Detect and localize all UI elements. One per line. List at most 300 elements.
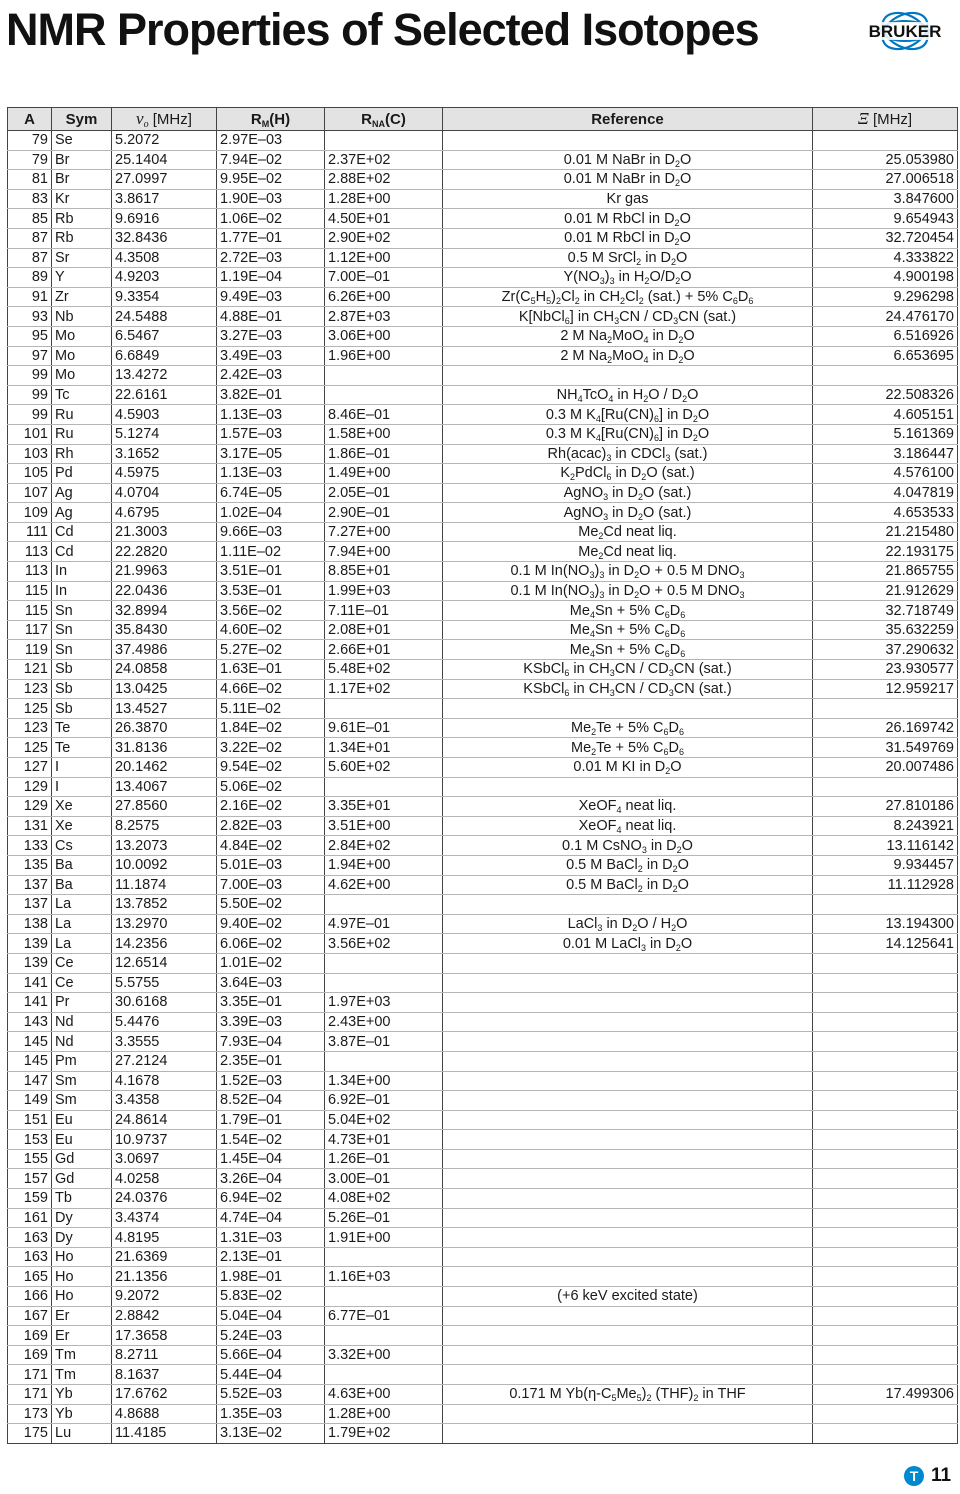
cell-receptivity-h: 5.24E–03	[217, 1326, 325, 1346]
cell-receptivity-c: 1.94E+00	[325, 855, 443, 875]
cell-reference: 0.01 M RbCl in $D_2O$	[443, 209, 813, 229]
cell-receptivity-h: 5.44E–04	[217, 1365, 325, 1385]
cell-symbol: Rb	[52, 209, 112, 229]
cell-receptivity-h: 1.06E–02	[217, 209, 325, 229]
cell-xi: 27.810186	[813, 797, 958, 817]
page-number: 11	[931, 1465, 952, 1486]
cell-receptivity-c: 2.87E+03	[325, 307, 443, 327]
cell-symbol: In	[52, 581, 112, 601]
cell-receptivity-h: 9.66E–03	[217, 522, 325, 542]
page-title: NMR Properties of Selected Isotopes	[6, 4, 759, 55]
table-row	[8, 1169, 958, 1189]
cell-frequency: 4.5903	[112, 405, 217, 425]
cell-xi: 13.194300	[813, 914, 958, 934]
cell-reference: LaCl$_3$ in $D_2O / H_2O$	[443, 914, 813, 934]
cell-mass-number: 141	[8, 973, 52, 993]
cell-xi: 20.007486	[813, 758, 958, 778]
cell-receptivity-h: 2.42E–03	[217, 366, 325, 386]
cell-mass-number: 95	[8, 326, 52, 346]
cell-receptivity-c: 4.73E+01	[325, 1130, 443, 1150]
cell-symbol: Rb	[52, 228, 112, 248]
cell-symbol: La	[52, 895, 112, 915]
cell-receptivity-h: 1.11E–02	[217, 542, 325, 562]
cell-frequency: 24.0858	[112, 660, 217, 680]
bruker-logo	[852, 6, 956, 56]
cell-reference: KSbCl$_6$ in $CH_3CN / CD_3CN$ (sat.)	[443, 679, 813, 699]
cell-reference: 0.171 M $Yb(\eta-C_5Me_5)_2$ $(THF)_2$ in THF	[443, 1385, 813, 1405]
cell-symbol: Er	[52, 1326, 112, 1346]
cell-mass-number: 87	[8, 228, 52, 248]
cell-receptivity-c: 7.11E–01	[325, 601, 443, 621]
cell-receptivity-h: 3.82E–01	[217, 385, 325, 405]
cell-symbol: Ho	[52, 1247, 112, 1267]
cell-receptivity-h: 2.13E–01	[217, 1247, 325, 1267]
cell-xi	[813, 131, 958, 151]
cell-symbol: Lu	[52, 1424, 112, 1444]
cell-reference: $Me_4Sn + 5\%$ $C_6D_6$	[443, 620, 813, 640]
cell-mass-number: 161	[8, 1208, 52, 1228]
cell-symbol: Ru	[52, 424, 112, 444]
cell-receptivity-c: 2.05E–01	[325, 483, 443, 503]
cell-receptivity-h: 1.01E–02	[217, 953, 325, 973]
cell-receptivity-c: 1.34E+00	[325, 1071, 443, 1091]
cell-mass-number: 163	[8, 1247, 52, 1267]
cell-xi	[813, 1247, 958, 1267]
table-row	[8, 287, 958, 307]
cell-receptivity-h: 7.00E–03	[217, 875, 325, 895]
cell-xi: 14.125641	[813, 934, 958, 954]
col-header-mass-number: A	[8, 108, 52, 131]
cell-receptivity-h: 1.19E–04	[217, 268, 325, 288]
cell-frequency: 3.3555	[112, 1032, 217, 1052]
cell-frequency: 8.1637	[112, 1365, 217, 1385]
cell-receptivity-h: 5.50E–02	[217, 895, 325, 915]
cell-symbol: Sn	[52, 620, 112, 640]
cell-mass-number: 157	[8, 1169, 52, 1189]
cell-receptivity-h: 1.02E–04	[217, 503, 325, 523]
cell-receptivity-c: 1.99E+03	[325, 581, 443, 601]
cell-reference: KSbCl$_6$ in $CH_3CN / CD_3CN$ (sat.)	[443, 660, 813, 680]
table-row	[8, 1365, 958, 1385]
cell-receptivity-h: 2.82E–03	[217, 816, 325, 836]
cell-frequency: 5.5755	[112, 973, 217, 993]
cell-symbol: Sn	[52, 640, 112, 660]
cell-frequency: 8.2711	[112, 1345, 217, 1365]
table-row	[8, 1051, 958, 1071]
cell-xi: 6.516926	[813, 326, 958, 346]
cell-reference	[443, 1326, 813, 1346]
cell-mass-number: 105	[8, 464, 52, 484]
cell-symbol: In	[52, 562, 112, 582]
cell-mass-number: 85	[8, 209, 52, 229]
cell-symbol: Ho	[52, 1287, 112, 1307]
table-row	[8, 738, 958, 758]
cell-receptivity-c: 2.90E+02	[325, 228, 443, 248]
cell-receptivity-c: 4.62E+00	[325, 875, 443, 895]
cell-frequency: 24.8614	[112, 1110, 217, 1130]
cell-reference	[443, 1189, 813, 1209]
cell-symbol: Cd	[52, 522, 112, 542]
section-t-icon[interactable]: T	[904, 1466, 924, 1486]
col-header-frequency: $\nu_o$ [MHz]	[112, 108, 217, 131]
cell-mass-number: 79	[8, 131, 52, 151]
cell-symbol: Nd	[52, 1012, 112, 1032]
cell-mass-number: 159	[8, 1189, 52, 1209]
cell-xi: 31.549769	[813, 738, 958, 758]
cell-reference	[443, 1169, 813, 1189]
cell-mass-number: 173	[8, 1404, 52, 1424]
cell-receptivity-c: 8.85E+01	[325, 562, 443, 582]
cell-reference: AgNO$_3$ in $D_2O$ (sat.)	[443, 483, 813, 503]
cell-receptivity-h: 1.98E–01	[217, 1267, 325, 1287]
cell-receptivity-c: 1.86E–01	[325, 444, 443, 464]
table-row	[8, 993, 958, 1013]
cell-reference: $Me_2Cd$ neat liq.	[443, 522, 813, 542]
cell-xi: 9.654943	[813, 209, 958, 229]
svg-text:BRUKER: BRUKER	[868, 22, 942, 41]
cell-receptivity-h: 1.79E–01	[217, 1110, 325, 1130]
cell-symbol: Sm	[52, 1091, 112, 1111]
cell-mass-number: 119	[8, 640, 52, 660]
cell-symbol: Nb	[52, 307, 112, 327]
cell-reference: K[NbCl$_6$] in $CH_3CN / CD_3CN$ (sat.)	[443, 307, 813, 327]
cell-xi: 32.718749	[813, 601, 958, 621]
cell-xi	[813, 1228, 958, 1248]
cell-frequency: 22.2820	[112, 542, 217, 562]
table-row	[8, 1247, 958, 1267]
cell-mass-number: 143	[8, 1012, 52, 1032]
cell-receptivity-c: 5.04E+02	[325, 1110, 443, 1130]
cell-frequency: 27.0997	[112, 170, 217, 190]
cell-symbol: Xe	[52, 797, 112, 817]
table-row	[8, 973, 958, 993]
cell-mass-number: 145	[8, 1051, 52, 1071]
cell-reference: $Me_2Cd$ neat liq.	[443, 542, 813, 562]
cell-symbol: Te	[52, 738, 112, 758]
cell-symbol: Se	[52, 131, 112, 151]
cell-receptivity-h: 2.16E–02	[217, 797, 325, 817]
table-row	[8, 1208, 958, 1228]
table-row	[8, 758, 958, 778]
cell-symbol: Tc	[52, 385, 112, 405]
cell-symbol: Pr	[52, 993, 112, 1013]
cell-receptivity-h: 2.97E–03	[217, 131, 325, 151]
cell-mass-number: 129	[8, 777, 52, 797]
cell-symbol: I	[52, 777, 112, 797]
cell-reference	[443, 895, 813, 915]
cell-mass-number: 115	[8, 581, 52, 601]
cell-xi: 12.959217	[813, 679, 958, 699]
cell-frequency: 22.6161	[112, 385, 217, 405]
cell-receptivity-h: 3.56E–02	[217, 601, 325, 621]
cell-symbol: I	[52, 758, 112, 778]
cell-reference	[443, 1091, 813, 1111]
cell-xi: 32.720454	[813, 228, 958, 248]
table-row	[8, 503, 958, 523]
cell-symbol: Eu	[52, 1110, 112, 1130]
cell-reference: 0.1 M $In(NO_3)_3$ in $D_2O + 0.5$ M $DNO_3$	[443, 562, 813, 582]
cell-receptivity-h: 1.45E–04	[217, 1149, 325, 1169]
table-row	[8, 170, 958, 190]
cell-frequency: 3.0697	[112, 1149, 217, 1169]
cell-frequency: 4.5975	[112, 464, 217, 484]
cell-frequency: 4.0704	[112, 483, 217, 503]
cell-xi: 21.215480	[813, 522, 958, 542]
cell-reference	[443, 131, 813, 151]
cell-frequency: 21.6369	[112, 1247, 217, 1267]
cell-xi	[813, 993, 958, 1013]
cell-xi	[813, 1404, 958, 1424]
cell-receptivity-c: 3.35E+01	[325, 797, 443, 817]
table-row	[8, 797, 958, 817]
cell-frequency: 25.1404	[112, 150, 217, 170]
cell-reference	[443, 699, 813, 719]
cell-receptivity-c	[325, 366, 443, 386]
cell-frequency: 10.0092	[112, 855, 217, 875]
cell-receptivity-h: 1.63E–01	[217, 660, 325, 680]
cell-reference: $NH_4TcO_4$ in $H_2O / D_2O$	[443, 385, 813, 405]
cell-frequency: 4.0258	[112, 1169, 217, 1189]
table-row	[8, 1424, 958, 1444]
cell-reference: 0.01 M LaCl$_3$ in $D_2O$	[443, 934, 813, 954]
cell-reference: 0.01 M NaBr in $D_2O$	[443, 150, 813, 170]
cell-receptivity-h: 1.77E–01	[217, 228, 325, 248]
cell-receptivity-c: 1.34E+01	[325, 738, 443, 758]
cell-receptivity-h: 5.66E–04	[217, 1345, 325, 1365]
cell-reference	[443, 1424, 813, 1444]
cell-receptivity-c: 4.08E+02	[325, 1189, 443, 1209]
cell-receptivity-c: 2.43E+00	[325, 1012, 443, 1032]
cell-receptivity-h: 1.54E–02	[217, 1130, 325, 1150]
table-row	[8, 307, 958, 327]
table-row	[8, 855, 958, 875]
table-row	[8, 483, 958, 503]
cell-mass-number: 89	[8, 268, 52, 288]
cell-xi: 23.930577	[813, 660, 958, 680]
cell-reference: 0.3 M $K_4[Ru(CN)_6]$ in $D_2O$	[443, 405, 813, 425]
cell-xi	[813, 777, 958, 797]
cell-mass-number: 175	[8, 1424, 52, 1444]
cell-receptivity-c: 1.58E+00	[325, 424, 443, 444]
cell-receptivity-c: 3.32E+00	[325, 1345, 443, 1365]
cell-mass-number: 139	[8, 953, 52, 973]
cell-xi: 4.605151	[813, 405, 958, 425]
cell-frequency: 24.5488	[112, 307, 217, 327]
cell-symbol: Gd	[52, 1169, 112, 1189]
table-row	[8, 346, 958, 366]
table-row	[8, 1306, 958, 1326]
cell-frequency: 8.2575	[112, 816, 217, 836]
cell-receptivity-h: 9.95E–02	[217, 170, 325, 190]
cell-frequency: 4.1678	[112, 1071, 217, 1091]
cell-xi	[813, 1032, 958, 1052]
table-row	[8, 542, 958, 562]
cell-reference	[443, 993, 813, 1013]
cell-xi	[813, 1287, 958, 1307]
cell-xi	[813, 1306, 958, 1326]
cell-receptivity-h: 1.13E–03	[217, 405, 325, 425]
cell-reference: AgNO$_3$ in $D_2O$ (sat.)	[443, 503, 813, 523]
cell-xi: 6.653695	[813, 346, 958, 366]
cell-xi: 21.912629	[813, 581, 958, 601]
cell-frequency: 20.1462	[112, 758, 217, 778]
cell-receptivity-h: 6.94E–02	[217, 1189, 325, 1209]
cell-symbol: Pm	[52, 1051, 112, 1071]
cell-xi	[813, 1169, 958, 1189]
cell-frequency: 9.2072	[112, 1287, 217, 1307]
cell-mass-number: 147	[8, 1071, 52, 1091]
cell-symbol: Dy	[52, 1228, 112, 1248]
cell-mass-number: 129	[8, 797, 52, 817]
cell-mass-number: 99	[8, 385, 52, 405]
cell-receptivity-c: 2.88E+02	[325, 170, 443, 190]
cell-frequency: 3.4374	[112, 1208, 217, 1228]
cell-receptivity-h: 3.53E–01	[217, 581, 325, 601]
table-row	[8, 1267, 958, 1287]
cell-receptivity-h: 2.35E–01	[217, 1051, 325, 1071]
cell-receptivity-h: 6.06E–02	[217, 934, 325, 954]
cell-receptivity-h: 9.49E–03	[217, 287, 325, 307]
cell-symbol: Tm	[52, 1365, 112, 1385]
cell-xi	[813, 1071, 958, 1091]
cell-frequency: 24.0376	[112, 1189, 217, 1209]
cell-receptivity-h: 1.57E–03	[217, 424, 325, 444]
cell-receptivity-c: 2.66E+01	[325, 640, 443, 660]
cell-frequency: 13.2970	[112, 914, 217, 934]
cell-frequency: 4.9203	[112, 268, 217, 288]
cell-mass-number: 83	[8, 189, 52, 209]
cell-mass-number: 117	[8, 620, 52, 640]
cell-frequency: 30.6168	[112, 993, 217, 1013]
cell-receptivity-c: 1.96E+00	[325, 346, 443, 366]
cell-reference	[443, 1051, 813, 1071]
cell-mass-number: 113	[8, 562, 52, 582]
cell-receptivity-c: 1.17E+02	[325, 679, 443, 699]
cell-symbol: Rh	[52, 444, 112, 464]
cell-frequency: 3.4358	[112, 1091, 217, 1111]
table-row	[8, 209, 958, 229]
cell-receptivity-c: 2.08E+01	[325, 620, 443, 640]
cell-symbol: Tm	[52, 1345, 112, 1365]
cell-xi: 9.934457	[813, 855, 958, 875]
cell-receptivity-h: 3.22E–02	[217, 738, 325, 758]
table-row	[8, 131, 958, 151]
table-row	[8, 914, 958, 934]
cell-symbol: Nd	[52, 1032, 112, 1052]
cell-reference: 0.1 M CsNO$_3$ in $D_2O$	[443, 836, 813, 856]
cell-reference	[443, 1365, 813, 1385]
cell-xi	[813, 1365, 958, 1385]
cell-receptivity-c: 1.26E–01	[325, 1149, 443, 1169]
cell-symbol: Yb	[52, 1385, 112, 1405]
cell-frequency: 11.1874	[112, 875, 217, 895]
cell-receptivity-h: 6.74E–05	[217, 483, 325, 503]
cell-frequency: 12.6514	[112, 953, 217, 973]
cell-xi: 25.053980	[813, 150, 958, 170]
cell-xi: 21.865755	[813, 562, 958, 582]
cell-mass-number: 125	[8, 699, 52, 719]
cell-reference	[443, 1208, 813, 1228]
cell-receptivity-h: 1.90E–03	[217, 189, 325, 209]
cell-reference: XeOF$_4$ neat liq.	[443, 797, 813, 817]
cell-mass-number: 169	[8, 1345, 52, 1365]
cell-symbol: Cs	[52, 836, 112, 856]
cell-receptivity-c: 2.90E–01	[325, 503, 443, 523]
table-row	[8, 1012, 958, 1032]
cell-receptivity-c: 7.94E+00	[325, 542, 443, 562]
cell-reference: 0.5 M BaCl$_2$ in $D_2O$	[443, 875, 813, 895]
cell-xi: 9.296298	[813, 287, 958, 307]
table-row	[8, 660, 958, 680]
table-row	[8, 1189, 958, 1209]
cell-receptivity-h: 1.84E–02	[217, 718, 325, 738]
table-row	[8, 248, 958, 268]
cell-frequency: 21.3003	[112, 522, 217, 542]
cell-reference: 2 M $Na_2MoO_4$ in $D_2O$	[443, 346, 813, 366]
cell-symbol: Mo	[52, 366, 112, 386]
cell-reference	[443, 366, 813, 386]
table-row	[8, 953, 958, 973]
cell-reference	[443, 1247, 813, 1267]
cell-frequency: 35.8430	[112, 620, 217, 640]
cell-reference: $Me_4Sn + 5\%$ $C_6D_6$	[443, 601, 813, 621]
cell-xi	[813, 1012, 958, 1032]
cell-symbol: Te	[52, 718, 112, 738]
table-row	[8, 1149, 958, 1169]
cell-receptivity-h: 7.93E–04	[217, 1032, 325, 1052]
cell-xi: 3.186447	[813, 444, 958, 464]
cell-xi: 3.847600	[813, 189, 958, 209]
cell-xi: 4.047819	[813, 483, 958, 503]
cell-receptivity-c: 1.91E+00	[325, 1228, 443, 1248]
table-row	[8, 1110, 958, 1130]
cell-xi: 17.499306	[813, 1385, 958, 1405]
cell-receptivity-h: 3.26E–04	[217, 1169, 325, 1189]
cell-receptivity-c: 1.28E+00	[325, 189, 443, 209]
table-row	[8, 581, 958, 601]
cell-mass-number: 153	[8, 1130, 52, 1150]
cell-symbol: La	[52, 914, 112, 934]
cell-mass-number: 171	[8, 1385, 52, 1405]
cell-receptivity-h: 5.27E–02	[217, 640, 325, 660]
cell-xi	[813, 1326, 958, 1346]
cell-reference: 2 M $Na_2MoO_4$ in $D_2O$	[443, 326, 813, 346]
table-header-row	[8, 108, 958, 131]
cell-frequency: 32.8994	[112, 601, 217, 621]
cell-frequency: 37.4986	[112, 640, 217, 660]
cell-xi: 22.508326	[813, 385, 958, 405]
table-row	[8, 424, 958, 444]
table-row	[8, 1130, 958, 1150]
cell-mass-number: 171	[8, 1365, 52, 1385]
cell-mass-number: 133	[8, 836, 52, 856]
cell-mass-number: 93	[8, 307, 52, 327]
cell-xi	[813, 1110, 958, 1130]
cell-reference	[443, 1130, 813, 1150]
cell-mass-number: 163	[8, 1228, 52, 1248]
cell-mass-number: 111	[8, 522, 52, 542]
cell-mass-number: 169	[8, 1326, 52, 1346]
cell-symbol: Ag	[52, 483, 112, 503]
cell-symbol: Sb	[52, 699, 112, 719]
cell-receptivity-h: 8.52E–04	[217, 1091, 325, 1111]
cell-symbol: La	[52, 934, 112, 954]
cell-frequency: 9.3354	[112, 287, 217, 307]
cell-symbol: Cd	[52, 542, 112, 562]
cell-receptivity-h: 1.13E–03	[217, 464, 325, 484]
table-row	[8, 601, 958, 621]
cell-xi	[813, 895, 958, 915]
